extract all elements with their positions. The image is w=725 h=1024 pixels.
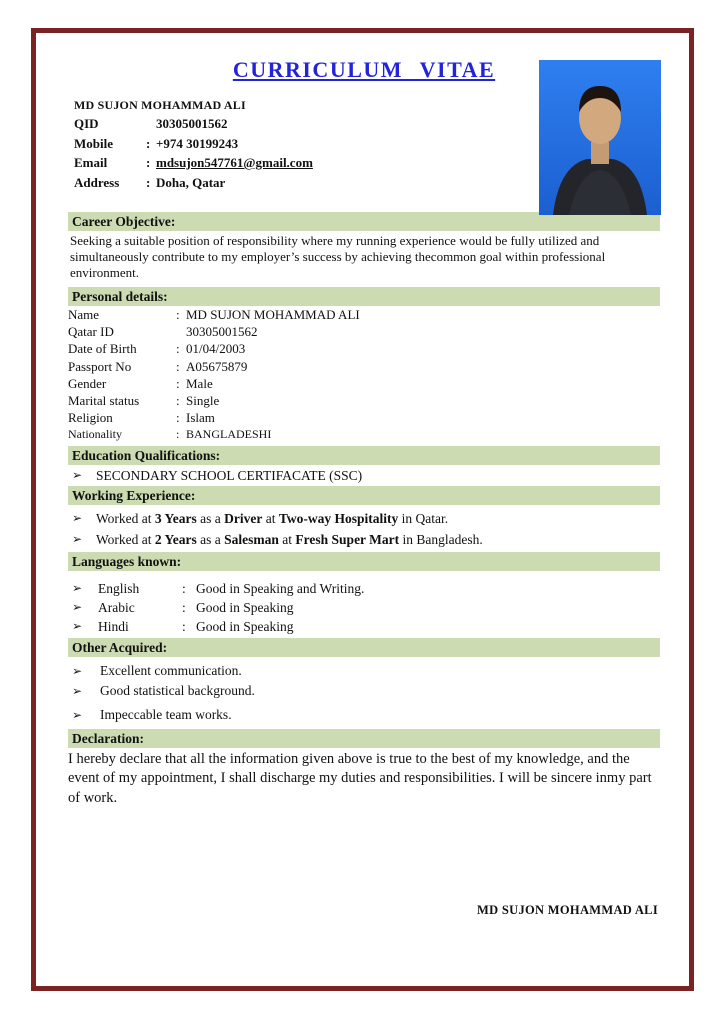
contact-label: Address <box>74 174 120 190</box>
other-acquired-text: Excellent communication. <box>100 662 242 678</box>
language-name: Arabic <box>98 599 135 615</box>
arrow-bullet-icon: ➢ <box>72 599 83 614</box>
contact-label: QID <box>74 116 99 131</box>
education-item <box>68 467 660 484</box>
contact-name: MD SUJON MOHAMMAD ALI <box>74 98 246 112</box>
working-experience-text: Worked at 3 Years as a Driver at Two-way Hospitality in Qatar. <box>96 510 449 526</box>
detail-label: Religion <box>68 410 113 426</box>
section-heading-languages: Languages known: <box>68 552 660 571</box>
page-content <box>36 33 689 986</box>
detail-separator: : <box>176 341 180 357</box>
career-objective-text: Seeking a suitable position of responsibility where my running experience would be fully utilized and simultaneously contribute to my employer’s success by achieving thecommon goal within professional environment. <box>70 233 606 280</box>
contact-value: Doha, Qatar <box>156 174 226 190</box>
arrow-bullet-icon: ➢ <box>72 618 83 633</box>
arrow-bullet-icon: ➢ <box>72 510 83 525</box>
section-heading-career-objective: Career Objective: <box>68 212 660 231</box>
language-name: English <box>98 580 140 596</box>
languages-list <box>68 579 660 636</box>
section-heading-education: Education Qualifications: <box>68 446 660 465</box>
detail-value: A05675879 <box>186 358 248 374</box>
language-level: Good in Speaking <box>196 599 294 615</box>
section-heading-working-experience: Working Experience: <box>68 486 660 505</box>
contact-separator: : <box>146 155 151 170</box>
other-acquired-text: Good statistical background. <box>100 682 255 698</box>
detail-separator <box>176 323 186 340</box>
detail-separator: : <box>176 358 180 374</box>
contact-row-qid <box>74 114 498 134</box>
arrow-bullet-icon: ➢ <box>72 707 83 722</box>
detail-label: Nationality <box>68 427 122 442</box>
working-experience-list <box>68 508 660 550</box>
contact-value: 30305001562 <box>156 116 228 131</box>
detail-value: Single <box>186 393 220 409</box>
other-acquired-text: Impeccable team works. <box>100 706 232 722</box>
working-experience-text: Worked at 2 Years as a Salesman at Fresh Super Mart in Bangladesh. <box>96 531 483 547</box>
detail-separator: : <box>176 427 180 442</box>
declaration-text: I hereby declare that all the information given above is true to the best of my knowledge, and the event of my appointment, I shall discharge my duties and responsibilities. I will be sincere inmy part of work. <box>68 750 652 806</box>
arrow-bullet-icon: ➢ <box>72 531 83 546</box>
section-heading-personal-details: Personal details: <box>68 287 660 306</box>
section-heading-declaration: Declaration: <box>68 729 660 748</box>
detail-row-gender <box>68 375 660 392</box>
language-separator: : <box>182 599 186 615</box>
page-border-frame <box>31 28 694 991</box>
working-experience-item <box>68 529 660 550</box>
detail-value: 01/04/2003 <box>186 341 246 357</box>
detail-row-marital-status <box>68 392 660 409</box>
contact-block <box>68 97 498 192</box>
detail-row-qatar-id <box>68 323 660 340</box>
section-heading-other-acquired: Other Acquired: <box>68 638 660 657</box>
detail-label: Passport No <box>68 358 132 374</box>
language-item-english <box>68 579 660 598</box>
detail-row-date-of-birth <box>68 340 660 357</box>
other-acquired-item <box>68 681 660 701</box>
contact-label: Mobile <box>74 135 113 151</box>
email-link[interactable]: mdsujon547761@gmail.com <box>156 155 313 170</box>
detail-separator: : <box>176 410 180 426</box>
detail-row-passport-no <box>68 358 660 375</box>
working-experience-item <box>68 508 660 529</box>
detail-separator: : <box>176 307 180 322</box>
language-item-hindi <box>68 617 660 636</box>
detail-label: Qatar ID <box>68 324 114 340</box>
language-name: Hindi <box>98 618 129 634</box>
language-item-arabic <box>68 598 660 617</box>
contact-separator: : <box>146 135 151 151</box>
detail-label: Marital status <box>68 393 140 409</box>
other-acquired-item <box>68 705 660 725</box>
language-level: Good in Speaking and Writing. <box>196 580 365 596</box>
portrait-photo <box>539 60 661 215</box>
person-silhouette-icon <box>539 60 661 215</box>
detail-label: Gender <box>68 375 107 391</box>
detail-row-name <box>68 306 660 323</box>
contact-separator <box>146 114 156 134</box>
detail-label: Date of Birth <box>68 341 137 357</box>
detail-value: MD SUJON MOHAMMAD ALI <box>186 307 360 322</box>
document-title: CURRICULUM VITAE <box>232 57 496 82</box>
language-separator: : <box>182 618 186 634</box>
other-acquired-list <box>68 661 660 725</box>
other-acquired-item <box>68 661 660 681</box>
detail-value: Male <box>186 375 213 391</box>
language-separator: : <box>182 580 186 596</box>
detail-row-religion <box>68 409 660 426</box>
arrow-bullet-icon: ➢ <box>72 663 83 678</box>
arrow-bullet-icon: ➢ <box>72 683 83 698</box>
language-level: Good in Speaking <box>196 618 294 634</box>
detail-value: 30305001562 <box>186 324 258 340</box>
detail-label: Name <box>68 307 100 322</box>
contact-separator: : <box>146 174 151 190</box>
detail-value: BANGLADESHI <box>186 427 272 442</box>
arrow-bullet-icon: ➢ <box>72 467 83 482</box>
arrow-bullet-icon: ➢ <box>72 580 83 595</box>
detail-separator: : <box>176 375 180 391</box>
contact-row-mobile <box>74 134 498 154</box>
detail-row-nationality <box>68 426 660 443</box>
contact-label: Email <box>74 155 108 170</box>
education-item-text: SECONDARY SCHOOL CERTIFACATE (SSC) <box>96 467 363 483</box>
contact-value: +974 30199243 <box>156 135 239 151</box>
signature-name: MD SUJON MOHAMMAD ALI <box>477 903 658 918</box>
detail-separator: : <box>176 393 180 409</box>
contact-row-address <box>74 173 498 193</box>
personal-details-table <box>68 306 660 444</box>
contact-row-email <box>74 153 498 173</box>
detail-value: Islam <box>186 410 215 426</box>
